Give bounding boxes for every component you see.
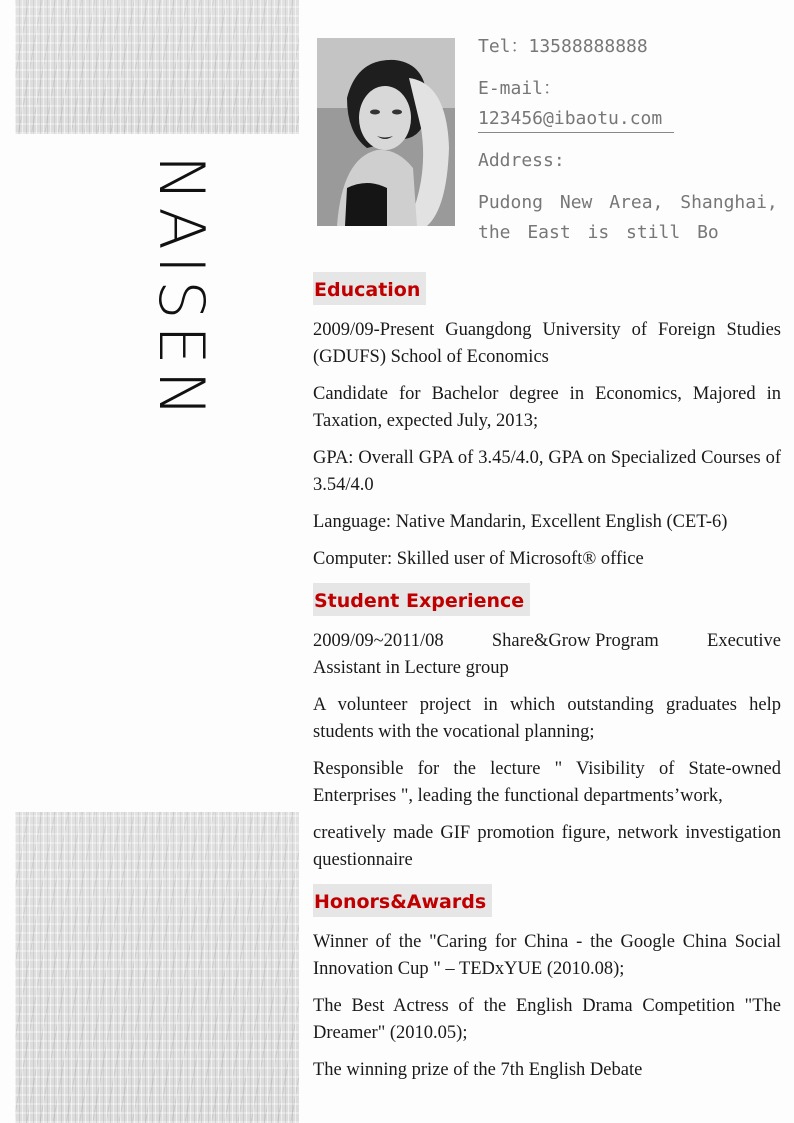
- education-section: [313, 272, 781, 573]
- honors-item: Winner of the "Caring for China - the Google China Social Innovation Cup " – TEDxYUE (2010.08);: [313, 932, 781, 979]
- contact-email-link[interactable]: 123456@ibaotu.com: [478, 106, 674, 133]
- contact-address: Pudong New Area, Shanghai, the East is still Bo: [478, 192, 778, 243]
- education-item: Language: Native Mandarin, Excellent English (CET-6): [313, 512, 728, 532]
- education-item: Computer: Skilled user of Microsoft® office: [313, 549, 644, 569]
- education-item: Candidate for Bachelor degree in Economics, Majored in Taxation, expected July, 2013;: [313, 384, 781, 431]
- texture-panel-top: [15, 0, 299, 134]
- education-heading: Education: [313, 272, 426, 305]
- experience-item: A volunteer project in which outstanding graduates help students with the vocational planning;: [313, 695, 781, 742]
- honors-item: The Best Actress of the English Drama Competition "The Dreamer" (2010.05);: [313, 996, 781, 1043]
- contact-tel: Tel：13588888888: [478, 36, 648, 57]
- profile-photo: [317, 38, 455, 226]
- resume-content: [313, 272, 781, 1094]
- experience-item: creatively made GIF promotion figure, network investigation questionnaire: [313, 823, 781, 870]
- experience-section: [313, 583, 781, 874]
- honors-section: [313, 884, 781, 1084]
- contact-block: [478, 32, 778, 243]
- experience-program: Share&Grow Program: [491, 631, 659, 651]
- education-item: 2009/09-Present Guangdong University of Foreign Studies (GDUFS) School of Economics: [313, 320, 781, 367]
- experience-item: Responsible for the lecture " Visibility of State-owned Enterprises ", leading the functional departments’work,: [313, 759, 781, 806]
- education-item: GPA: Overall GPA of 3.45/4.0, GPA on Specialized Courses of 3.54/4.0: [313, 448, 781, 495]
- resume-name: NAISEN: [145, 155, 218, 423]
- honors-item: The winning prize of the 7th English Debate: [313, 1060, 643, 1080]
- honors-heading: Honors&Awards: [313, 884, 492, 917]
- experience-role-cont: Assistant in Lecture group: [313, 658, 509, 678]
- contact-email-label: E-mail：: [478, 78, 562, 99]
- experience-first-entry: [313, 628, 781, 682]
- experience-heading: Student Experience: [313, 583, 530, 616]
- experience-date: 2009/09~2011/08: [313, 631, 444, 651]
- experience-role: Executive: [707, 631, 781, 651]
- contact-address-label: Address:: [478, 150, 565, 171]
- texture-panel-bottom: [15, 812, 299, 1123]
